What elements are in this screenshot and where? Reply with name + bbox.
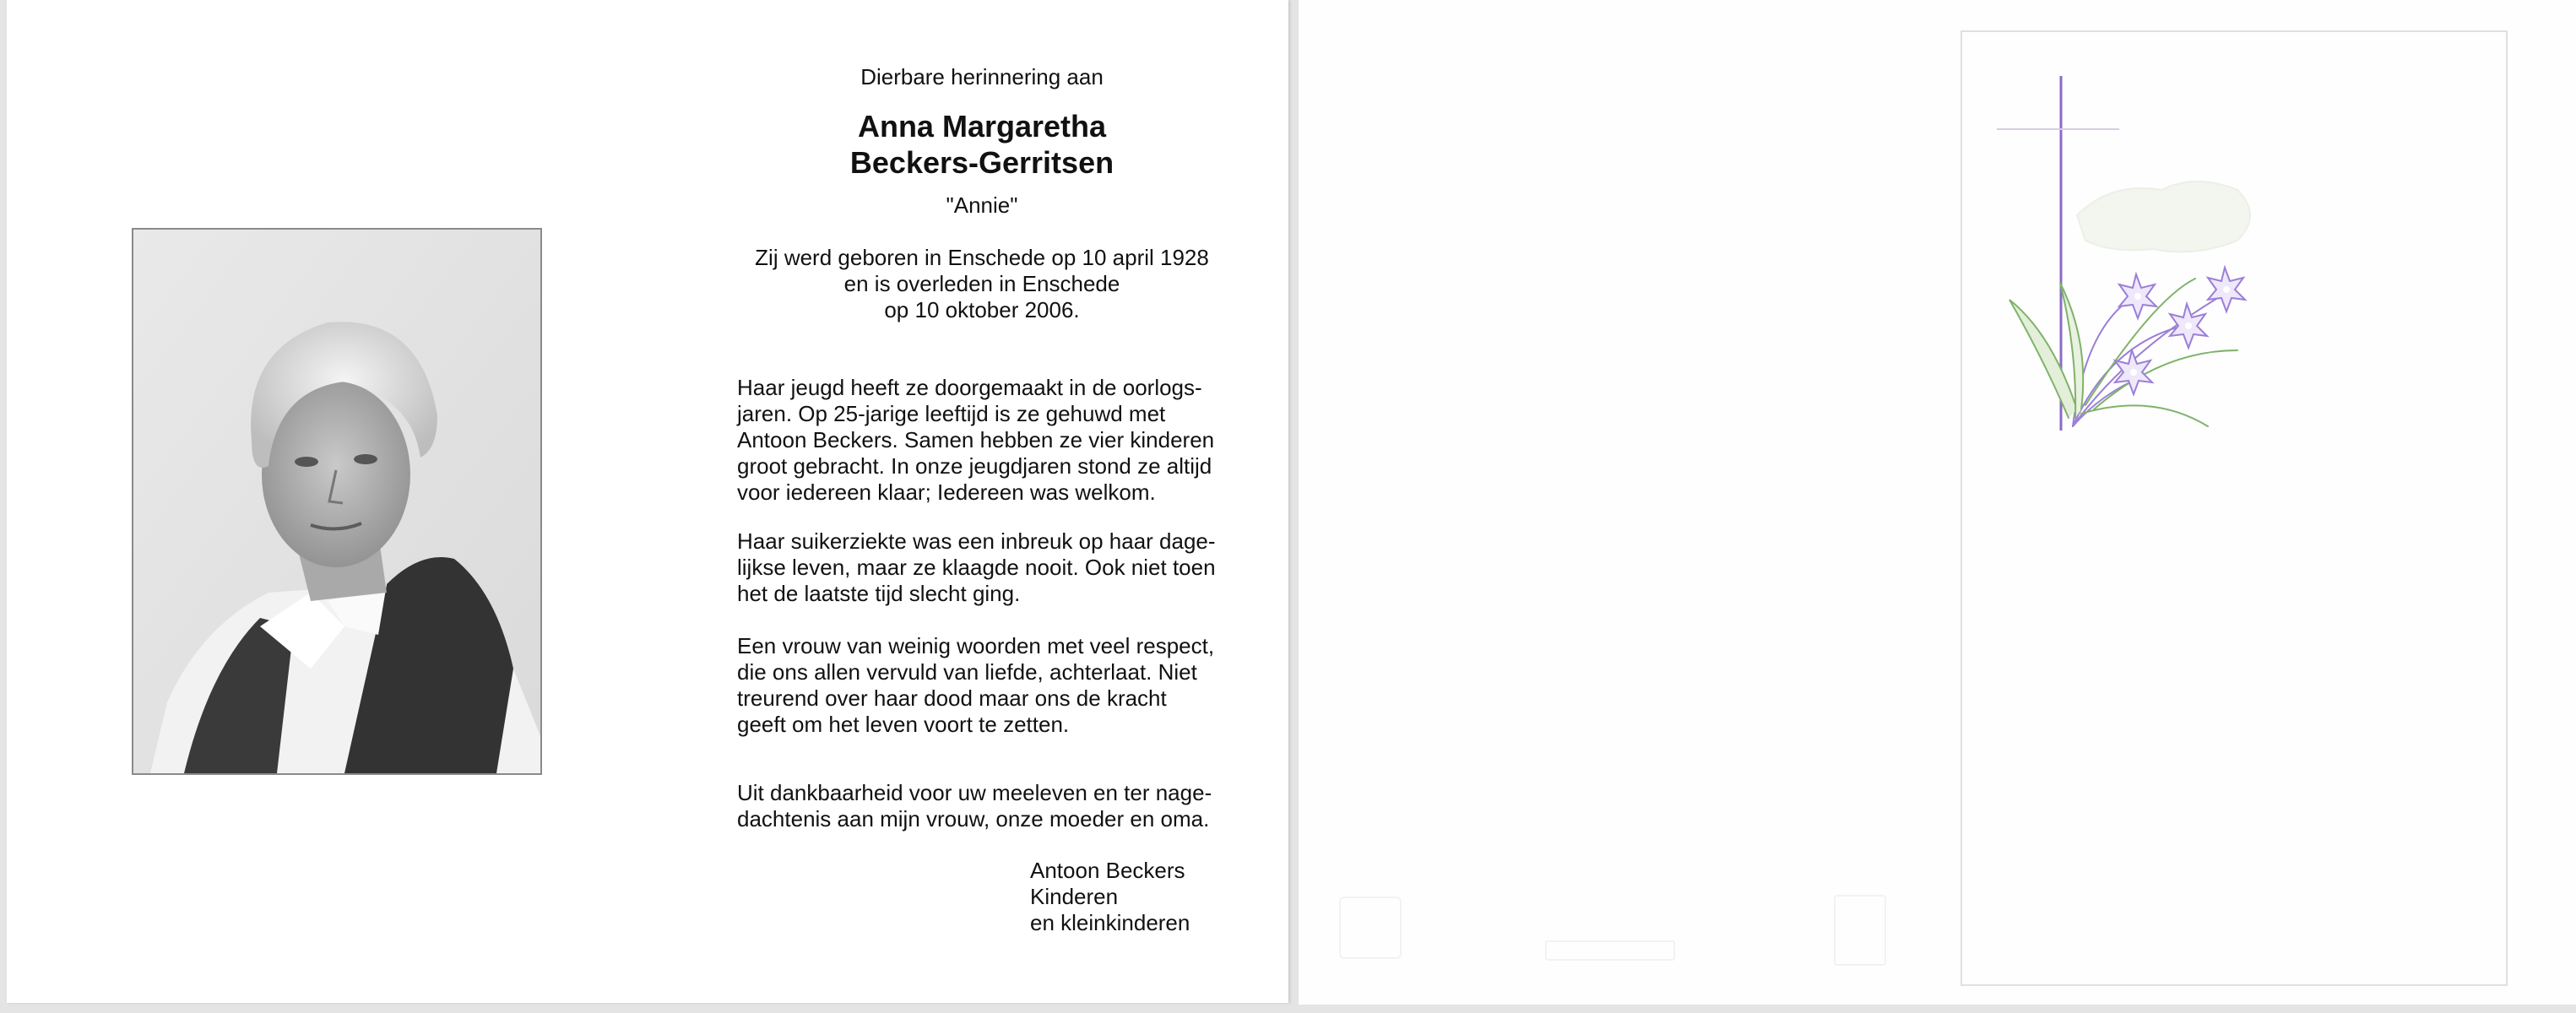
embossed-mark bbox=[1545, 940, 1675, 961]
name-line-1: Anna Margaretha bbox=[857, 109, 1107, 144]
paragraph-line: die ons allen vervuld van liefde, achterlaat. Niet bbox=[737, 659, 1197, 685]
paragraph-line: Uit dankbaarheid voor uw meeleven en ter nage- bbox=[737, 780, 1212, 805]
portrait-photo-image bbox=[133, 230, 540, 773]
embossed-mark bbox=[1339, 897, 1402, 959]
paragraph-youth bbox=[737, 375, 1227, 506]
flower-decoration-icon bbox=[2009, 268, 2245, 426]
paragraph-illness bbox=[737, 528, 1227, 607]
paragraph-line: dachtenis aan mijn vrouw, onze moeder en oma. bbox=[737, 806, 1210, 832]
paragraph-line: groot gebracht. In onze jeugdjaren stond ze altijd bbox=[737, 453, 1212, 479]
embossed-mark bbox=[1834, 895, 1886, 966]
paragraph-line: voor iedereen klaar; Iedereen was welkom. bbox=[737, 479, 1156, 505]
paragraph-line: Haar suikerziekte was een inbreuk op haar dage- bbox=[737, 528, 1216, 554]
dates-line-1: Zij werd geboren in Enschede op 10 april 1928 bbox=[755, 245, 1209, 270]
signature-block bbox=[1030, 858, 1283, 936]
dates-line-2: en is overleden in Enschede bbox=[843, 271, 1120, 296]
paragraph-line: Antoon Beckers. Samen hebben ze vier kinderen bbox=[737, 427, 1215, 452]
cross-and-flowers-decoration bbox=[1984, 72, 2263, 435]
card-intro: Dierbare herinnering aan bbox=[860, 64, 1104, 89]
dates-line-3: op 10 oktober 2006. bbox=[884, 297, 1080, 322]
deceased-name bbox=[729, 108, 1235, 181]
embossed-cloud bbox=[2077, 181, 2250, 252]
paragraph-line: geeft om het leven voort te zetten. bbox=[737, 712, 1070, 737]
portrait-photo bbox=[132, 228, 542, 775]
paragraph-line: het de laatste tijd slecht ging. bbox=[737, 581, 1021, 606]
paragraph-line: jaren. Op 25-jarige leeftijd is ze gehuwd met bbox=[737, 401, 1166, 426]
paragraph-line: Een vrouw van weinig woorden met veel respect, bbox=[737, 633, 1215, 658]
signature-line-2: Kinderen bbox=[1030, 884, 1119, 909]
paragraph-line: Haar jeugd heeft ze doorgemaakt in de oorlogs- bbox=[737, 375, 1202, 400]
paragraph-line: lijkse leven, maar ze klaagde nooit. Ook niet toen bbox=[737, 555, 1216, 580]
paragraph-line: treurend over haar dood maar ons de kracht bbox=[737, 685, 1167, 711]
nickname: "Annie" bbox=[946, 192, 1018, 218]
paragraph-character bbox=[737, 633, 1227, 738]
name-line-2: Beckers-Gerritsen bbox=[849, 145, 1114, 180]
signature-line-3: en kleinkinderen bbox=[1030, 910, 1190, 935]
memorial-card-inner-left bbox=[7, 0, 1288, 1003]
signature-line-1: Antoon Beckers bbox=[1030, 858, 1185, 883]
paragraph-gratitude bbox=[737, 780, 1227, 832]
life-dates bbox=[729, 245, 1235, 323]
